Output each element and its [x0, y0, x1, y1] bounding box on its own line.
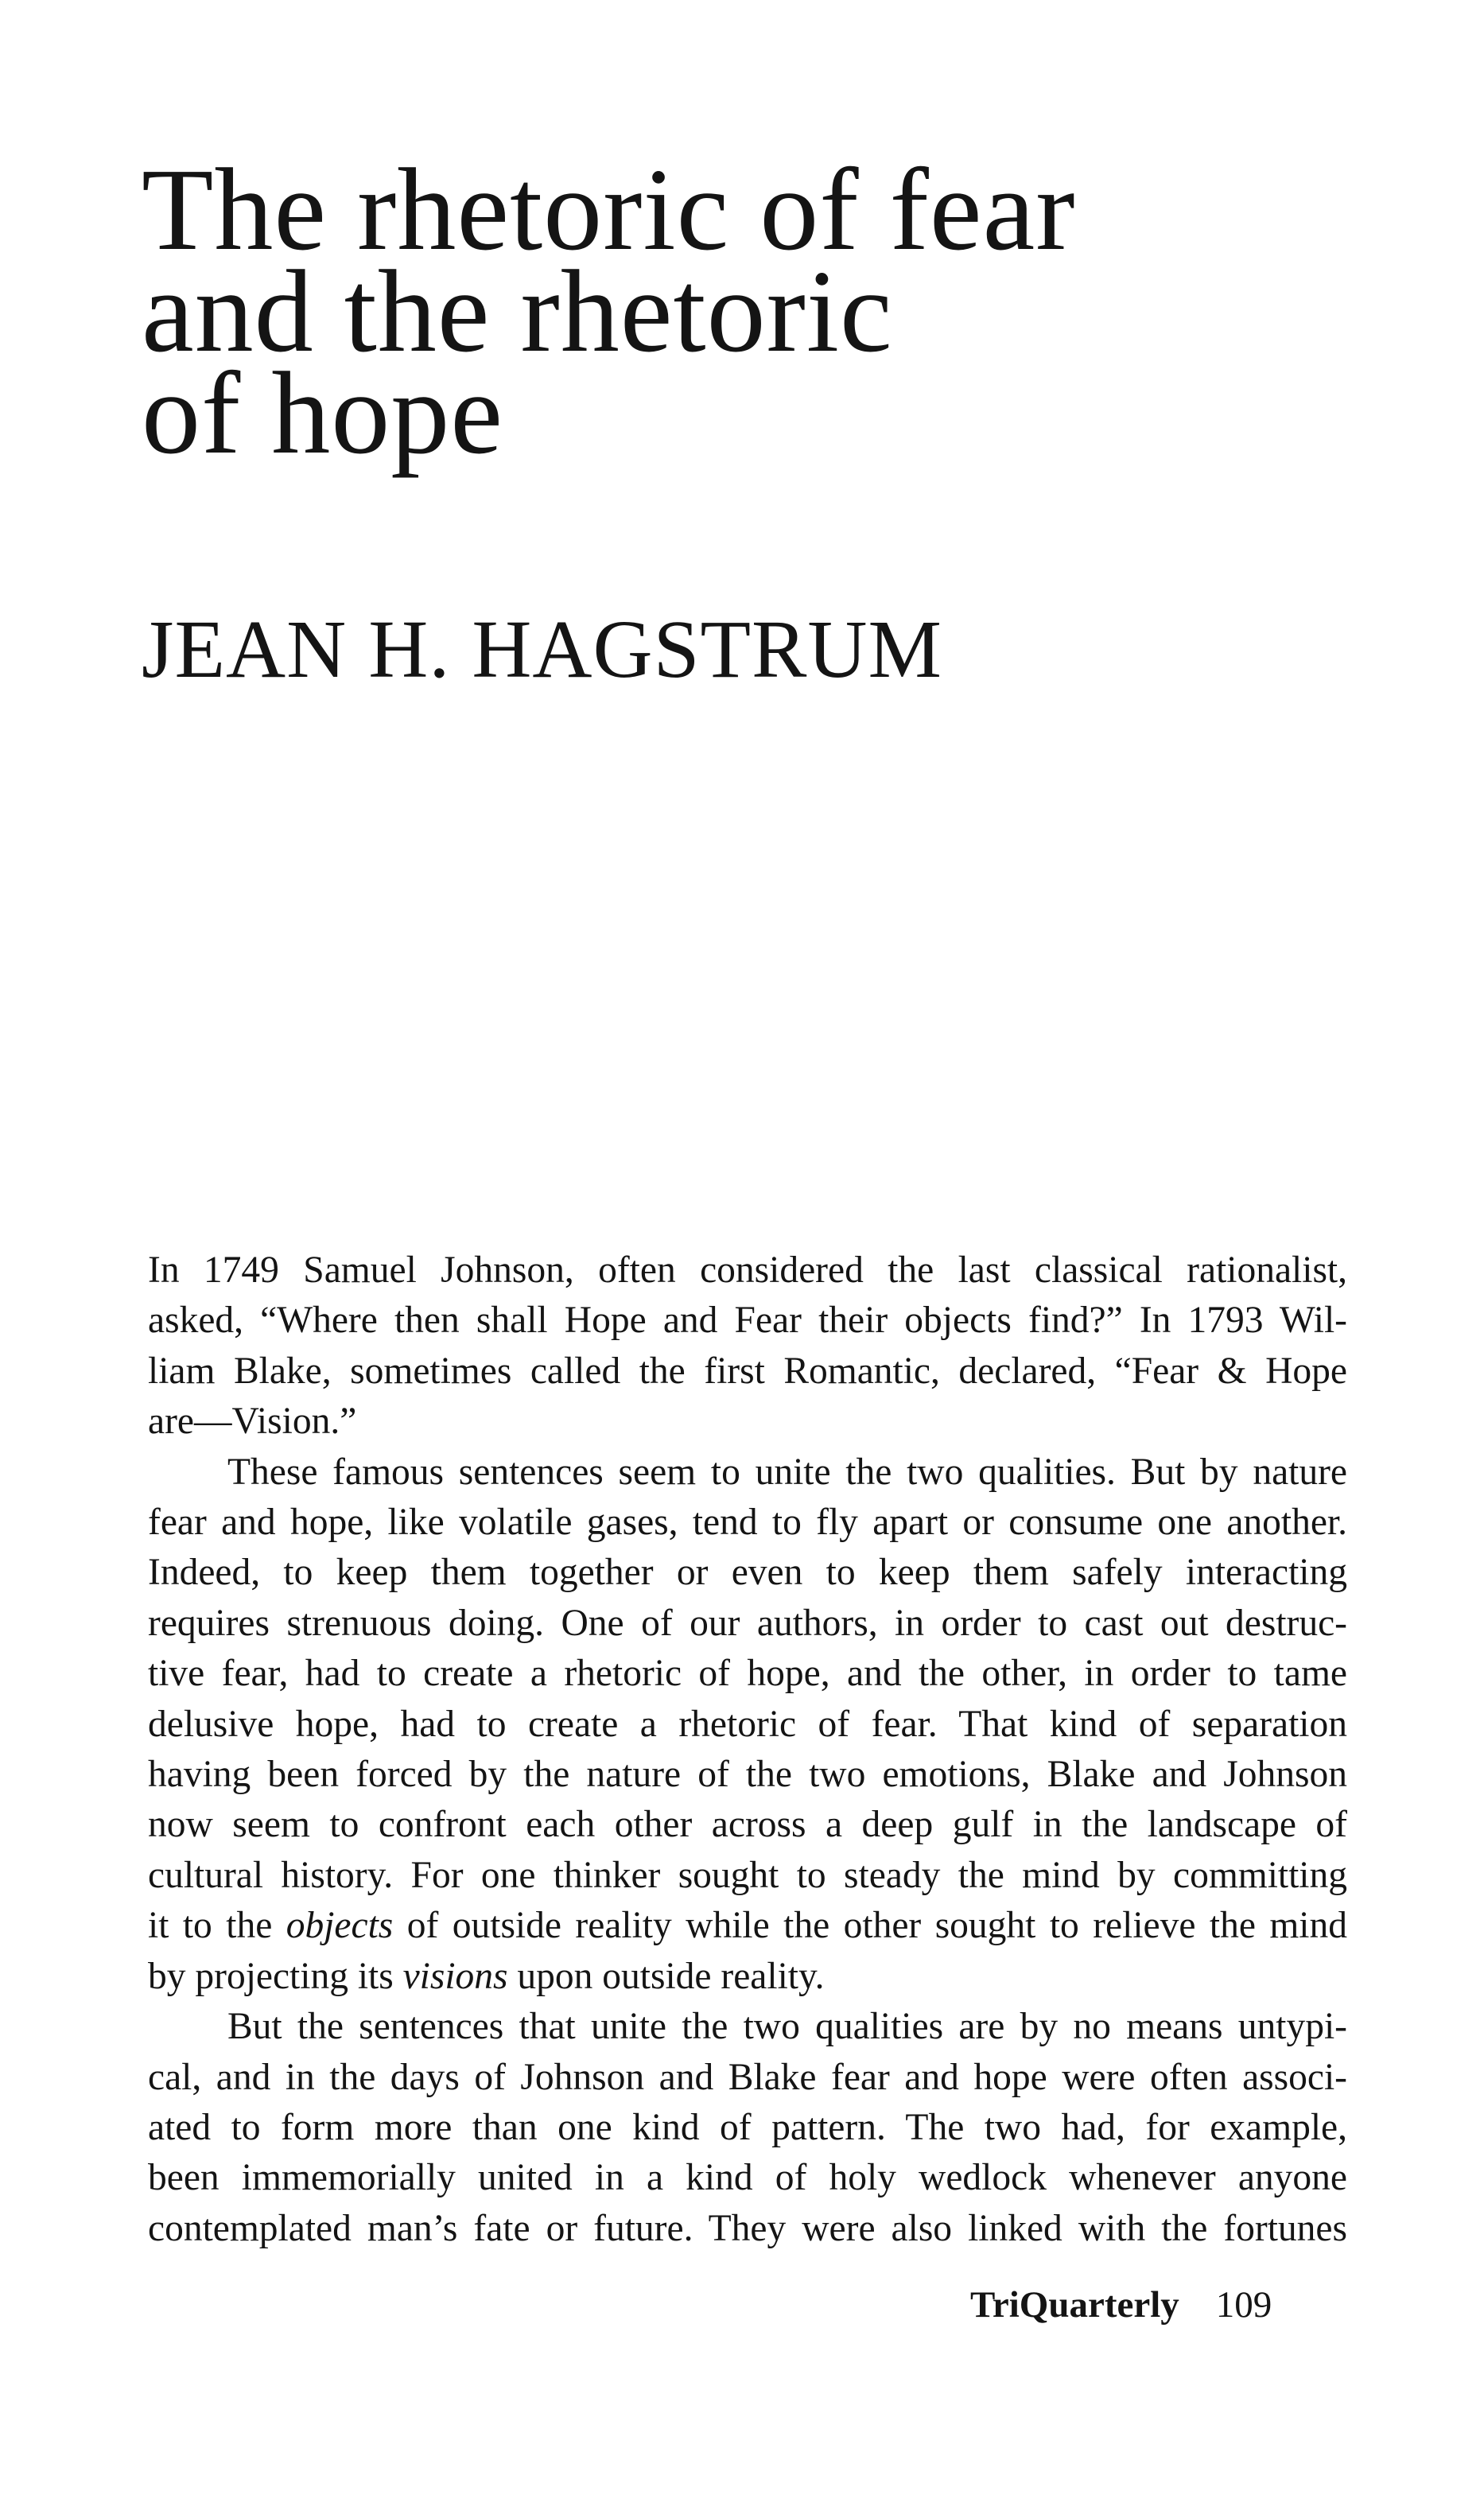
text-line: asked, “Where then shall Hope and Fear their objects find?” In 1793 Wil- [148, 1300, 1347, 1342]
text-line: contemplated man’s fate or future. They were also linked with the fortunes [148, 2207, 1347, 2249]
text-line: ated to form more than one kind of pattern. The two had, for example, [148, 2106, 1347, 2148]
title-line-3: of hope [142, 348, 503, 479]
article-body [148, 1245, 1347, 2254]
author-name: JEAN H. HAGSTRUM [142, 604, 942, 695]
text-segment: of outside reality while the other sought to relieve the mind [393, 1905, 1348, 1947]
page-number: 109 [1215, 2284, 1272, 2326]
title-line-2: and the rhetoric [142, 247, 893, 377]
text-line: In 1749 Samuel Johnson, often considered the last classical rationalist, [148, 1249, 1347, 1291]
text-line: requires strenuous doing. One of our authors, in order to cast out destruc- [148, 1602, 1347, 1644]
text-line: But the sentences that unite the two qualities are by no means untypi- [227, 2006, 1347, 2048]
journal-name: TriQuarterly [970, 2284, 1179, 2326]
paragraph-3 [148, 2002, 1347, 2254]
text-line: delusive hope, had to create a rhetoric of fear. That kind of separation [148, 1703, 1347, 1745]
text-line: cultural history. For one thinker sought to steady the mind by committing [148, 1854, 1347, 1896]
text-line: having been forced by the nature of the two emotions, Blake and Johnson [148, 1754, 1347, 1796]
text-line: now seem to confront each other across a deep gulf in the landscape of [148, 1804, 1347, 1846]
text-segment: it to the [148, 1905, 286, 1947]
page-footer [970, 2281, 1272, 2329]
emphasis-objects: objects [286, 1905, 394, 1947]
title-line-1: The rhetoric of fear [142, 145, 1076, 275]
text-segment: upon outside reality. [507, 1955, 825, 1997]
emphasis-visions: visions [402, 1955, 508, 1997]
text-line [148, 1952, 1347, 2002]
paragraph-2 [148, 1447, 1347, 2002]
text-line: been immemorially united in a kind of holy wedlock whenever anyone [148, 2157, 1347, 2199]
text-segment: by projecting its [148, 1955, 403, 1997]
text-line: tive fear, had to create a rhetoric of hope, and the other, in order to tame [148, 1653, 1347, 1695]
text-line: liam Blake, sometimes called the first Romantic, declared, “Fear & Hope [148, 1350, 1347, 1392]
text-line: are—Vision.” [148, 1401, 357, 1443]
text-line: Indeed, to keep them together or even to keep them safely interacting [148, 1552, 1347, 1594]
text-line [148, 1901, 1347, 1951]
text-line: cal, and in the days of Johnson and Blake fear and hope were often associ- [148, 2056, 1347, 2098]
text-line: fear and hope, like volatile gases, tend to fly apart or consume one another. [148, 1502, 1347, 1544]
article-title [142, 145, 1334, 479]
text-line: These famous sentences seem to unite the two qualities. But by nature [227, 1451, 1347, 1493]
paragraph-1 [148, 1245, 1347, 1447]
